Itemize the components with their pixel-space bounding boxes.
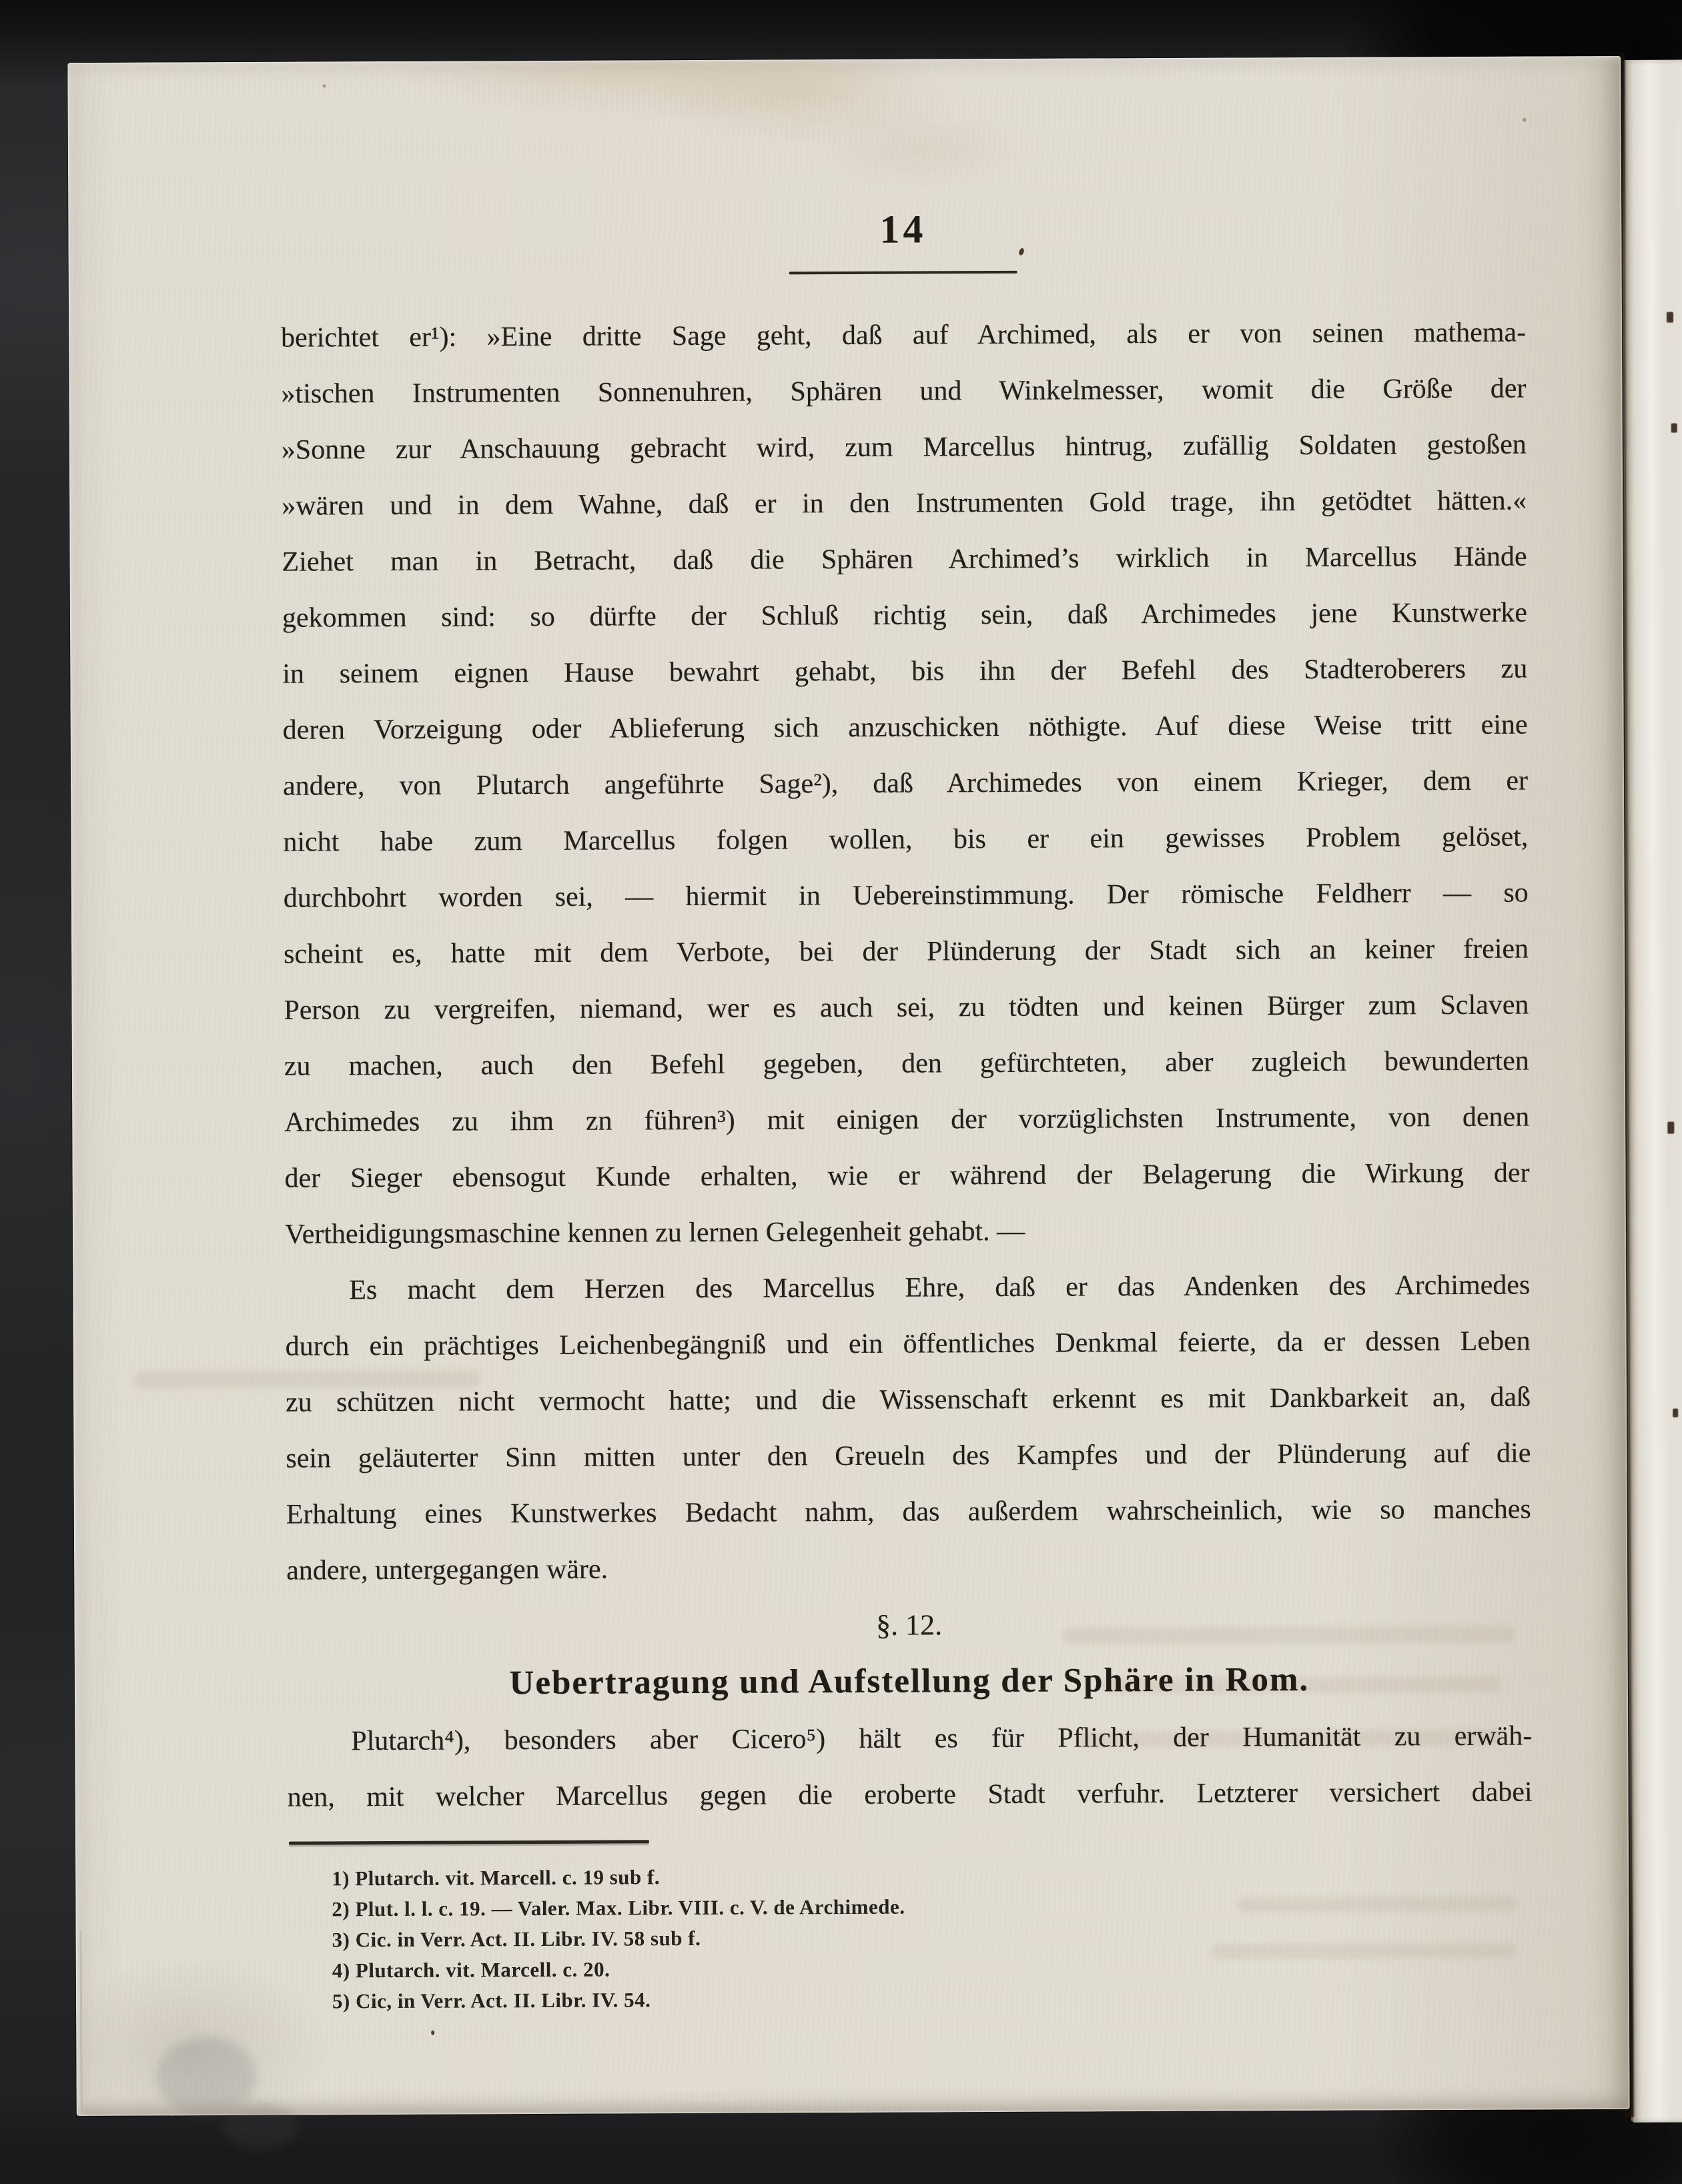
paragraph-1 <box>281 305 1530 1263</box>
text-line: andere, von Plutarch angeführte Sage²), daß Archimedes von einem Krieger, dem er <box>282 765 1529 802</box>
text-line: durch ein prächtiges Leichenbegängniß und ein öffentliches Denkmal feierte, da er dessen Leben <box>285 1325 1531 1362</box>
open-book <box>67 56 1629 2116</box>
footnotes <box>288 1858 1533 2017</box>
ink-speck <box>431 2031 434 2035</box>
text-line: Es macht dem Herzen des Marcellus Ehre, daß er das Andenken des Archimedes <box>349 1269 1531 1306</box>
text-line: Person zu vergreifen, niemand, wer es auch sei, zu tödten und keinen Bürger zum Sclaven <box>284 989 1529 1026</box>
text-line: deren Vorzeigung oder Ablieferung sich anzuschicken nöthigte. Auf diese Weise tritt eine <box>282 709 1528 746</box>
text-line: Ziehet man in Betracht, daß die Sphären Archimed’s wirklich in Marcellus Hände <box>282 541 1527 578</box>
edge-print-mark <box>1667 312 1673 323</box>
text-line: Erhaltung eines Kunstwerkes Bedacht nahm, das außerdem wahrscheinlich, wie so manches <box>286 1494 1531 1530</box>
text-line: »wären und in dem Wahne, daß er in den Instrumenten Gold trage, ihn getödtet hätten.« <box>282 485 1527 522</box>
text-line: der Sieger ebensogut Kunde erhalten, wie er während der Belagerung die Wirkung der <box>284 1157 1530 1194</box>
text-line: Plutarch⁴), besonders aber Cicero⁵) hält es für Pflicht, der Humanität zu erwäh- <box>351 1720 1533 1757</box>
section-number: §. 12. <box>875 1608 943 1642</box>
section-title: Uebertragung und Aufstellung der Sphäre in Rom. <box>509 1660 1310 1702</box>
text-line: »Sonne zur Anschauung gebracht wird, zum Marcellus hintrug, zufällig Soldaten gestoßen <box>281 429 1527 466</box>
paragraph-2 <box>285 1257 1531 1599</box>
text-block <box>280 203 1533 2017</box>
foxing-dot <box>322 84 326 87</box>
text-line: andere, untergegangen wäre. <box>286 1554 608 1586</box>
text-line: zu schützen nicht vermocht hatte; und die Wissenschaft erkennt es mit Dankbarkeit an, daß <box>285 1382 1531 1418</box>
footnote: 3) Cic. in Verr. Act. II. Libr. IV. 58 sub f. <box>332 1926 701 1952</box>
text-line: scheint es, hatte mit dem Verbote, bei der Plünderung der Stadt sich an keiner freien <box>284 933 1529 970</box>
page <box>67 56 1629 2116</box>
text-line: »tischen Instrumenten Sonnenuhren, Sphären und Winkelmesser, womit die Größe der <box>281 373 1527 410</box>
footnote-separator-rule <box>289 1840 649 1844</box>
page-stack-edge <box>80 1931 83 2111</box>
footnote: 4) Plutarch. vit. Marcell. c. 20. <box>332 1957 610 1983</box>
page-number-rule <box>789 271 1017 274</box>
text-line: gekommen sind: so dürfte der Schluß richtig sein, daß Archimedes jene Kunstwerke <box>282 597 1528 634</box>
text-line: nen, mit welcher Marcellus gegen die eroberte Stadt verfuhr. Letzterer versichert dabei <box>287 1776 1533 1813</box>
text-line: berichtet er¹): »Eine dritte Sage geht, daß auf Archimed, als er von seinen mathema- <box>280 317 1527 354</box>
smudge <box>156 2037 257 2117</box>
text-line: Archimedes zu ihm zn führen³) mit einigen der vorzüglichsten Instrumente, von denen <box>284 1101 1530 1138</box>
footnote: 2) Plut. l. l. c. 19. — Valer. Max. Libr. VIII. c. V. de Archimede. <box>332 1894 905 1921</box>
text-line: durchbohrt worden sei, — hiermit in Uebereinstimmung. Der römische Feldherr — so <box>283 877 1529 914</box>
text-line: Vertheidigungsmaschine kennen zu lernen Gelegenheit gehabt. — <box>284 1215 1025 1250</box>
page-header <box>280 203 1525 277</box>
text-line: sein geläuterter Sinn mitten unter den Greueln des Kampfes und der Plünderung auf die <box>286 1438 1531 1474</box>
footnote: 1) Plutarch. vit. Marcell. c. 19 sub f. <box>332 1865 661 1890</box>
text-line: nicht habe zum Marcellus folgen wollen, bis er ein gewisses Problem gelöset, <box>283 821 1529 858</box>
edge-print-mark <box>1667 1122 1674 1134</box>
edge-print-mark <box>1673 1409 1678 1418</box>
page-number: 14 <box>879 207 927 251</box>
footnote: 5) Cic, in Verr. Act. II. Libr. IV. 54. <box>332 1988 651 2013</box>
paragraph-3 <box>287 1708 1533 1826</box>
edge-print-mark <box>1671 424 1677 433</box>
smudge <box>224 2103 297 2150</box>
text-line: in seinem eignen Hause bewahrt gehabt, bis ihn der Befehl des Stadteroberers zu <box>282 653 1528 690</box>
text-line: zu machen, auch den Befehl gegeben, den gefürchteten, aber zugleich bewunderten <box>284 1045 1529 1082</box>
foxing-dot <box>1523 118 1527 122</box>
